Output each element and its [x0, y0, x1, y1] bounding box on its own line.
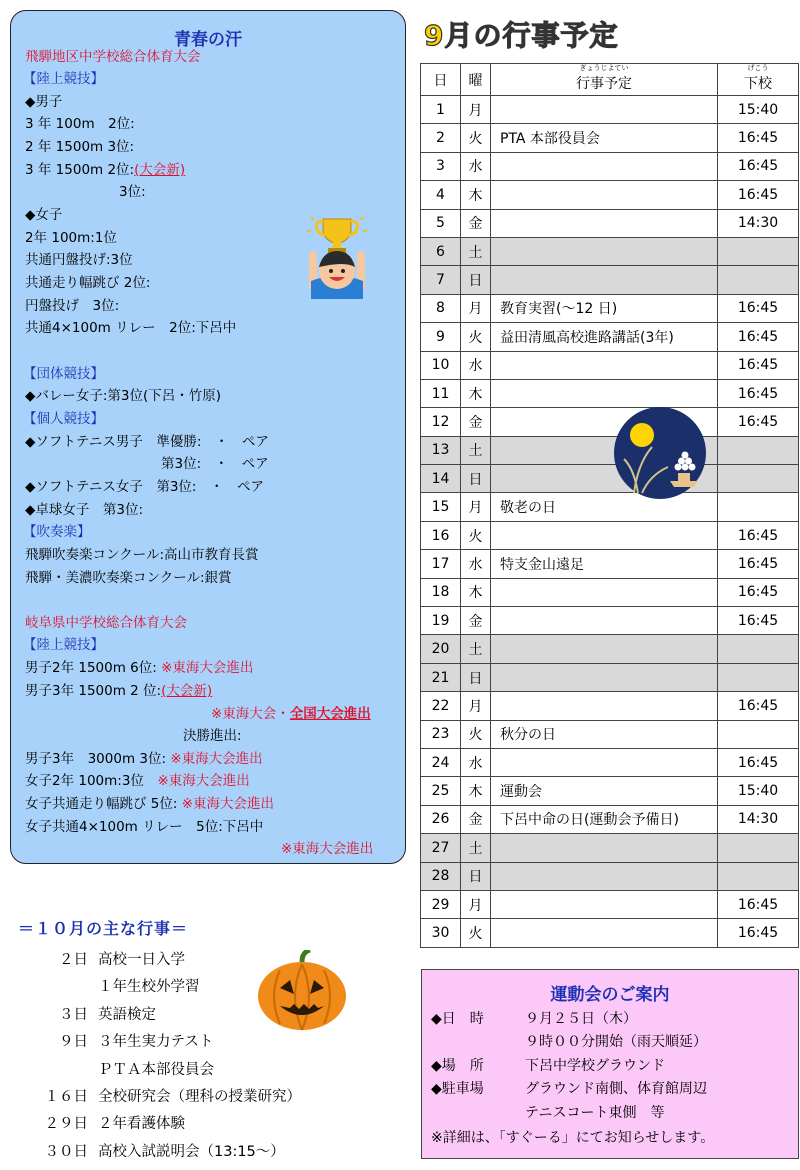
day-cell: 26	[421, 805, 461, 833]
gifu2: 男子3年 1500m 2 位:(大会新)	[25, 683, 213, 699]
weekday-cell: 木	[461, 578, 491, 606]
indiv-header: 【個人競技】	[23, 411, 104, 427]
hida-boys: ◆男子	[25, 94, 63, 110]
october-event: 高校入試説明会（13:15～）	[98, 1144, 285, 1160]
gifu3: ※東海大会・全国大会進出	[211, 706, 371, 722]
sports-day-place-label: ◆場 所	[431, 1058, 484, 1074]
header-dismissal: げこう 下校	[718, 64, 799, 96]
dismissal-time-cell: 15:40	[718, 96, 799, 124]
gifu-meet-title: 岐阜県中学校総合体育大会	[25, 615, 187, 631]
day-cell: 25	[421, 777, 461, 805]
event-cell	[491, 748, 718, 776]
weekday-cell: 木	[461, 777, 491, 805]
dismissal-time-cell: 15:40	[718, 777, 799, 805]
day-cell: 2	[421, 124, 461, 152]
dismissal-time-cell	[718, 436, 799, 464]
event-cell	[491, 578, 718, 606]
event-cell	[491, 96, 718, 124]
event-cell	[491, 152, 718, 180]
hida-g3: 共通走り幅跳び 2位:	[25, 275, 151, 291]
event-cell	[491, 692, 718, 720]
sports-day-start: ９時００分開始（雨天順延）	[525, 1034, 707, 1050]
table-row	[421, 862, 799, 890]
day-cell: 3	[421, 152, 461, 180]
sports-day-parking: グラウンド南側、体育館周辺	[525, 1081, 707, 1097]
gifu6: 女子2年 100m:3位 ※東海大会進出	[25, 773, 250, 789]
dismissal-time-cell	[718, 266, 799, 294]
day-cell: 1	[421, 96, 461, 124]
table-row	[421, 805, 799, 833]
event-cell	[491, 919, 718, 947]
event-cell: 下呂中命の日(運動会予備日)	[491, 805, 718, 833]
dismissal-time-cell	[718, 862, 799, 890]
sports-day-title: 運動会のご案内	[550, 985, 670, 1005]
table-row	[421, 692, 799, 720]
band1: 飛騨吹奏楽コンクール:高山市教育長賞	[25, 547, 259, 563]
event-cell: 秋分の日	[491, 720, 718, 748]
event-cell	[491, 635, 718, 663]
dismissal-time-cell: 16:45	[718, 692, 799, 720]
hida-g5: 共通4×100m リレー 2位:下呂中	[25, 320, 237, 336]
dismissal-time-cell: 16:45	[718, 521, 799, 549]
weekday-cell: 木	[461, 379, 491, 407]
sports-day-box	[421, 969, 799, 1159]
october-date: ２日	[59, 952, 88, 968]
table-row	[421, 124, 799, 152]
event-cell	[491, 379, 718, 407]
table-row	[421, 578, 799, 606]
table-row	[421, 635, 799, 663]
weekday-cell: 月	[461, 96, 491, 124]
weekday-cell: 水	[461, 351, 491, 379]
october-date: ３日	[59, 1007, 88, 1023]
table-row	[421, 720, 799, 748]
october-date: ２９日	[44, 1116, 88, 1132]
table-row	[421, 181, 799, 209]
day-cell: 13	[421, 436, 461, 464]
band2: 飛騨・美濃吹奏楽コンクール:銀賞	[25, 570, 232, 586]
october-event: 英語検定	[98, 1007, 156, 1023]
dismissal-time-cell: 16:45	[718, 607, 799, 635]
dismissal-time-cell	[718, 237, 799, 265]
dismissal-time-cell	[718, 663, 799, 691]
october-event: ３年生実力テスト	[98, 1034, 214, 1050]
october-event: 全校研究会（理科の授業研究）	[98, 1089, 301, 1105]
weekday-cell: 土	[461, 635, 491, 663]
day-cell: 24	[421, 748, 461, 776]
dismissal-time-cell: 16:45	[718, 379, 799, 407]
band-header: 【吹奏楽】	[23, 524, 91, 540]
table-row	[421, 294, 799, 322]
october-title: ＝１０月の主な行事＝	[18, 919, 189, 938]
day-cell: 4	[421, 181, 461, 209]
table-row	[421, 550, 799, 578]
hida-g2: 共通円盤投げ:3位	[25, 252, 133, 268]
event-cell: 教育実習(～12 日)	[491, 294, 718, 322]
day-cell: 5	[421, 209, 461, 237]
day-cell: 16	[421, 521, 461, 549]
gifu5: 男子3年 3000m 3位: ※東海大会進出	[25, 751, 263, 767]
dismissal-time-cell: 16:45	[718, 919, 799, 947]
dismissal-time-cell: 16:45	[718, 181, 799, 209]
header-event: ぎょうじよてい 行事予定	[491, 64, 718, 96]
weekday-cell: 水	[461, 152, 491, 180]
day-cell: 8	[421, 294, 461, 322]
event-cell	[491, 663, 718, 691]
table-row	[421, 379, 799, 407]
day-cell: 19	[421, 607, 461, 635]
table-row	[421, 152, 799, 180]
gifu-track-header: 【陸上競技】	[23, 637, 104, 653]
hida-girls: ◆女子	[25, 207, 63, 223]
schedule-title: 9月の行事予定	[424, 19, 619, 52]
weekday-cell: 日	[461, 266, 491, 294]
header-weekday: 曜	[461, 64, 491, 96]
gifu9: ※東海大会進出	[281, 841, 374, 857]
dismissal-time-cell	[718, 465, 799, 493]
table-row	[421, 351, 799, 379]
gifu1: 男子2年 1500m 6位: ※東海大会進出	[25, 660, 254, 676]
weekday-cell: 月	[461, 294, 491, 322]
october-date: １６日	[44, 1089, 88, 1105]
table-row	[421, 777, 799, 805]
dismissal-time-cell	[718, 720, 799, 748]
event-cell: 運動会	[491, 777, 718, 805]
day-cell: 22	[421, 692, 461, 720]
dismissal-time-cell: 14:30	[718, 805, 799, 833]
event-cell: 益田清風高校進路講話(3年)	[491, 323, 718, 351]
event-cell	[491, 862, 718, 890]
day-cell: 17	[421, 550, 461, 578]
weekday-cell: 水	[461, 748, 491, 776]
event-cell	[491, 266, 718, 294]
weekday-cell: 土	[461, 436, 491, 464]
sports-day-date: ９月２５日（木）	[525, 1011, 637, 1027]
dismissal-time-cell: 16:45	[718, 890, 799, 918]
indiv1: ◆ソフトテニス男子 準優勝: ・ ペア	[25, 434, 269, 450]
hida-b2: 2 年 1500m 3位:	[25, 139, 135, 155]
indiv2: 第3位: ・ ペア	[161, 456, 269, 472]
dismissal-time-cell: 16:45	[718, 323, 799, 351]
dismissal-time-cell	[718, 635, 799, 663]
table-row	[421, 266, 799, 294]
dismissal-time-cell: 16:45	[718, 351, 799, 379]
day-cell: 15	[421, 493, 461, 521]
weekday-cell: 金	[461, 209, 491, 237]
event-cell	[491, 607, 718, 635]
sports-day-place: 下呂中学校グラウンド	[525, 1058, 665, 1074]
weekday-cell: 木	[461, 181, 491, 209]
table-row	[421, 607, 799, 635]
gifu7: 女子共通走り幅跳び 5位: ※東海大会進出	[25, 796, 275, 812]
sports-day-note: ※詳細は、「すぐーる」にてお知らせします。	[431, 1130, 715, 1146]
table-row	[421, 237, 799, 265]
weekday-cell: 日	[461, 663, 491, 691]
indiv4: ◆卓球女子 第3位:	[25, 502, 144, 518]
team1: ◆バレー女子:第3位(下呂・竹原)	[25, 388, 222, 404]
october-date: ３０日	[44, 1144, 88, 1160]
table-row	[421, 323, 799, 351]
table-row	[421, 834, 799, 862]
day-cell: 21	[421, 663, 461, 691]
day-cell: 27	[421, 834, 461, 862]
jack-o-lantern-icon	[256, 950, 348, 1032]
dismissal-time-cell	[718, 834, 799, 862]
day-cell: 20	[421, 635, 461, 663]
weekday-cell: 月	[461, 890, 491, 918]
event-cell	[491, 521, 718, 549]
dismissal-time-cell	[718, 493, 799, 521]
weekday-cell: 月	[461, 692, 491, 720]
sports-day-parking-label: ◆駐車場	[431, 1081, 484, 1097]
weekday-cell: 金	[461, 408, 491, 436]
weekday-cell: 火	[461, 124, 491, 152]
weekday-cell: 火	[461, 919, 491, 947]
weekday-cell: 火	[461, 521, 491, 549]
day-cell: 28	[421, 862, 461, 890]
record-badge: (大会新)	[134, 162, 186, 178]
event-cell: 特支金山遠足	[491, 550, 718, 578]
table-row	[421, 919, 799, 947]
weekday-cell: 日	[461, 465, 491, 493]
weekday-cell: 日	[461, 862, 491, 890]
indiv3: ◆ソフトテニス女子 第3位: ・ ペア	[25, 479, 264, 495]
schedule-header-row	[421, 64, 799, 96]
weekday-cell: 水	[461, 550, 491, 578]
day-cell: 29	[421, 890, 461, 918]
hida-g1: 2年 100m:1位	[25, 230, 117, 246]
header-day: 日	[421, 64, 461, 96]
weekday-cell: 土	[461, 834, 491, 862]
schedule-table	[420, 63, 799, 948]
dismissal-time-cell: 16:45	[718, 748, 799, 776]
table-row	[421, 96, 799, 124]
trophy-kid-icon	[301, 211, 373, 299]
weekday-cell: 金	[461, 607, 491, 635]
table-row	[421, 408, 799, 436]
day-cell: 11	[421, 379, 461, 407]
weekday-cell: 月	[461, 493, 491, 521]
october-event: ＰＴＡ本部役員会	[98, 1062, 214, 1078]
october-event: 高校一日入学	[98, 952, 185, 968]
table-row	[421, 493, 799, 521]
gifu8: 女子共通4×100m リレー 5位:下呂中	[25, 819, 264, 835]
gifu4: 決勝進出:	[183, 728, 242, 744]
day-cell: 14	[421, 465, 461, 493]
hida-b4: 3位:	[119, 184, 146, 200]
event-cell	[491, 209, 718, 237]
day-cell: 10	[421, 351, 461, 379]
october-event: ２年看護体験	[98, 1116, 185, 1132]
hida-g4: 円盤投げ 3位:	[25, 298, 120, 314]
event-cell	[491, 181, 718, 209]
weekday-cell: 火	[461, 720, 491, 748]
dismissal-time-cell: 14:30	[718, 209, 799, 237]
hida-b1: 3 年 100m 2位:	[25, 116, 135, 132]
event-cell	[491, 351, 718, 379]
dismissal-time-cell: 16:45	[718, 152, 799, 180]
hida-meet-title: 飛騨地区中学校総合体育大会	[25, 49, 201, 65]
seishun-box	[10, 10, 406, 864]
moon-viewing-icon	[612, 405, 708, 501]
weekday-cell: 土	[461, 237, 491, 265]
seishun-title: 青春の汗	[174, 30, 242, 50]
table-row	[421, 663, 799, 691]
day-cell: 30	[421, 919, 461, 947]
day-cell: 23	[421, 720, 461, 748]
dismissal-time-cell: 16:45	[718, 294, 799, 322]
sports-day-parking2: テニスコート東側 等	[525, 1105, 665, 1121]
weekday-cell: 火	[461, 323, 491, 351]
event-cell	[491, 237, 718, 265]
october-date: ９日	[59, 1034, 88, 1050]
hida-b3: 3 年 1500m 2位:(大会新)	[25, 162, 186, 178]
dismissal-time-cell: 16:45	[718, 578, 799, 606]
event-cell: PTA 本部役員会	[491, 124, 718, 152]
event-cell	[491, 890, 718, 918]
dismissal-time-cell: 16:45	[718, 408, 799, 436]
table-row	[421, 748, 799, 776]
sports-day-date-label: ◆日 時	[431, 1011, 484, 1027]
day-cell: 12	[421, 408, 461, 436]
dismissal-time-cell: 16:45	[718, 550, 799, 578]
dismissal-time-cell: 16:45	[718, 124, 799, 152]
table-row	[421, 436, 799, 464]
table-row	[421, 521, 799, 549]
weekday-cell: 金	[461, 805, 491, 833]
table-row	[421, 209, 799, 237]
event-cell: 敬老の日	[491, 493, 718, 521]
day-cell: 18	[421, 578, 461, 606]
table-row	[421, 890, 799, 918]
hida-track-header: 【陸上競技】	[23, 71, 104, 87]
table-row	[421, 465, 799, 493]
day-cell: 9	[421, 323, 461, 351]
day-cell: 6	[421, 237, 461, 265]
day-cell: 7	[421, 266, 461, 294]
event-cell	[491, 834, 718, 862]
team-header: 【団体競技】	[23, 366, 104, 382]
october-event: １年生校外学習	[98, 979, 200, 995]
